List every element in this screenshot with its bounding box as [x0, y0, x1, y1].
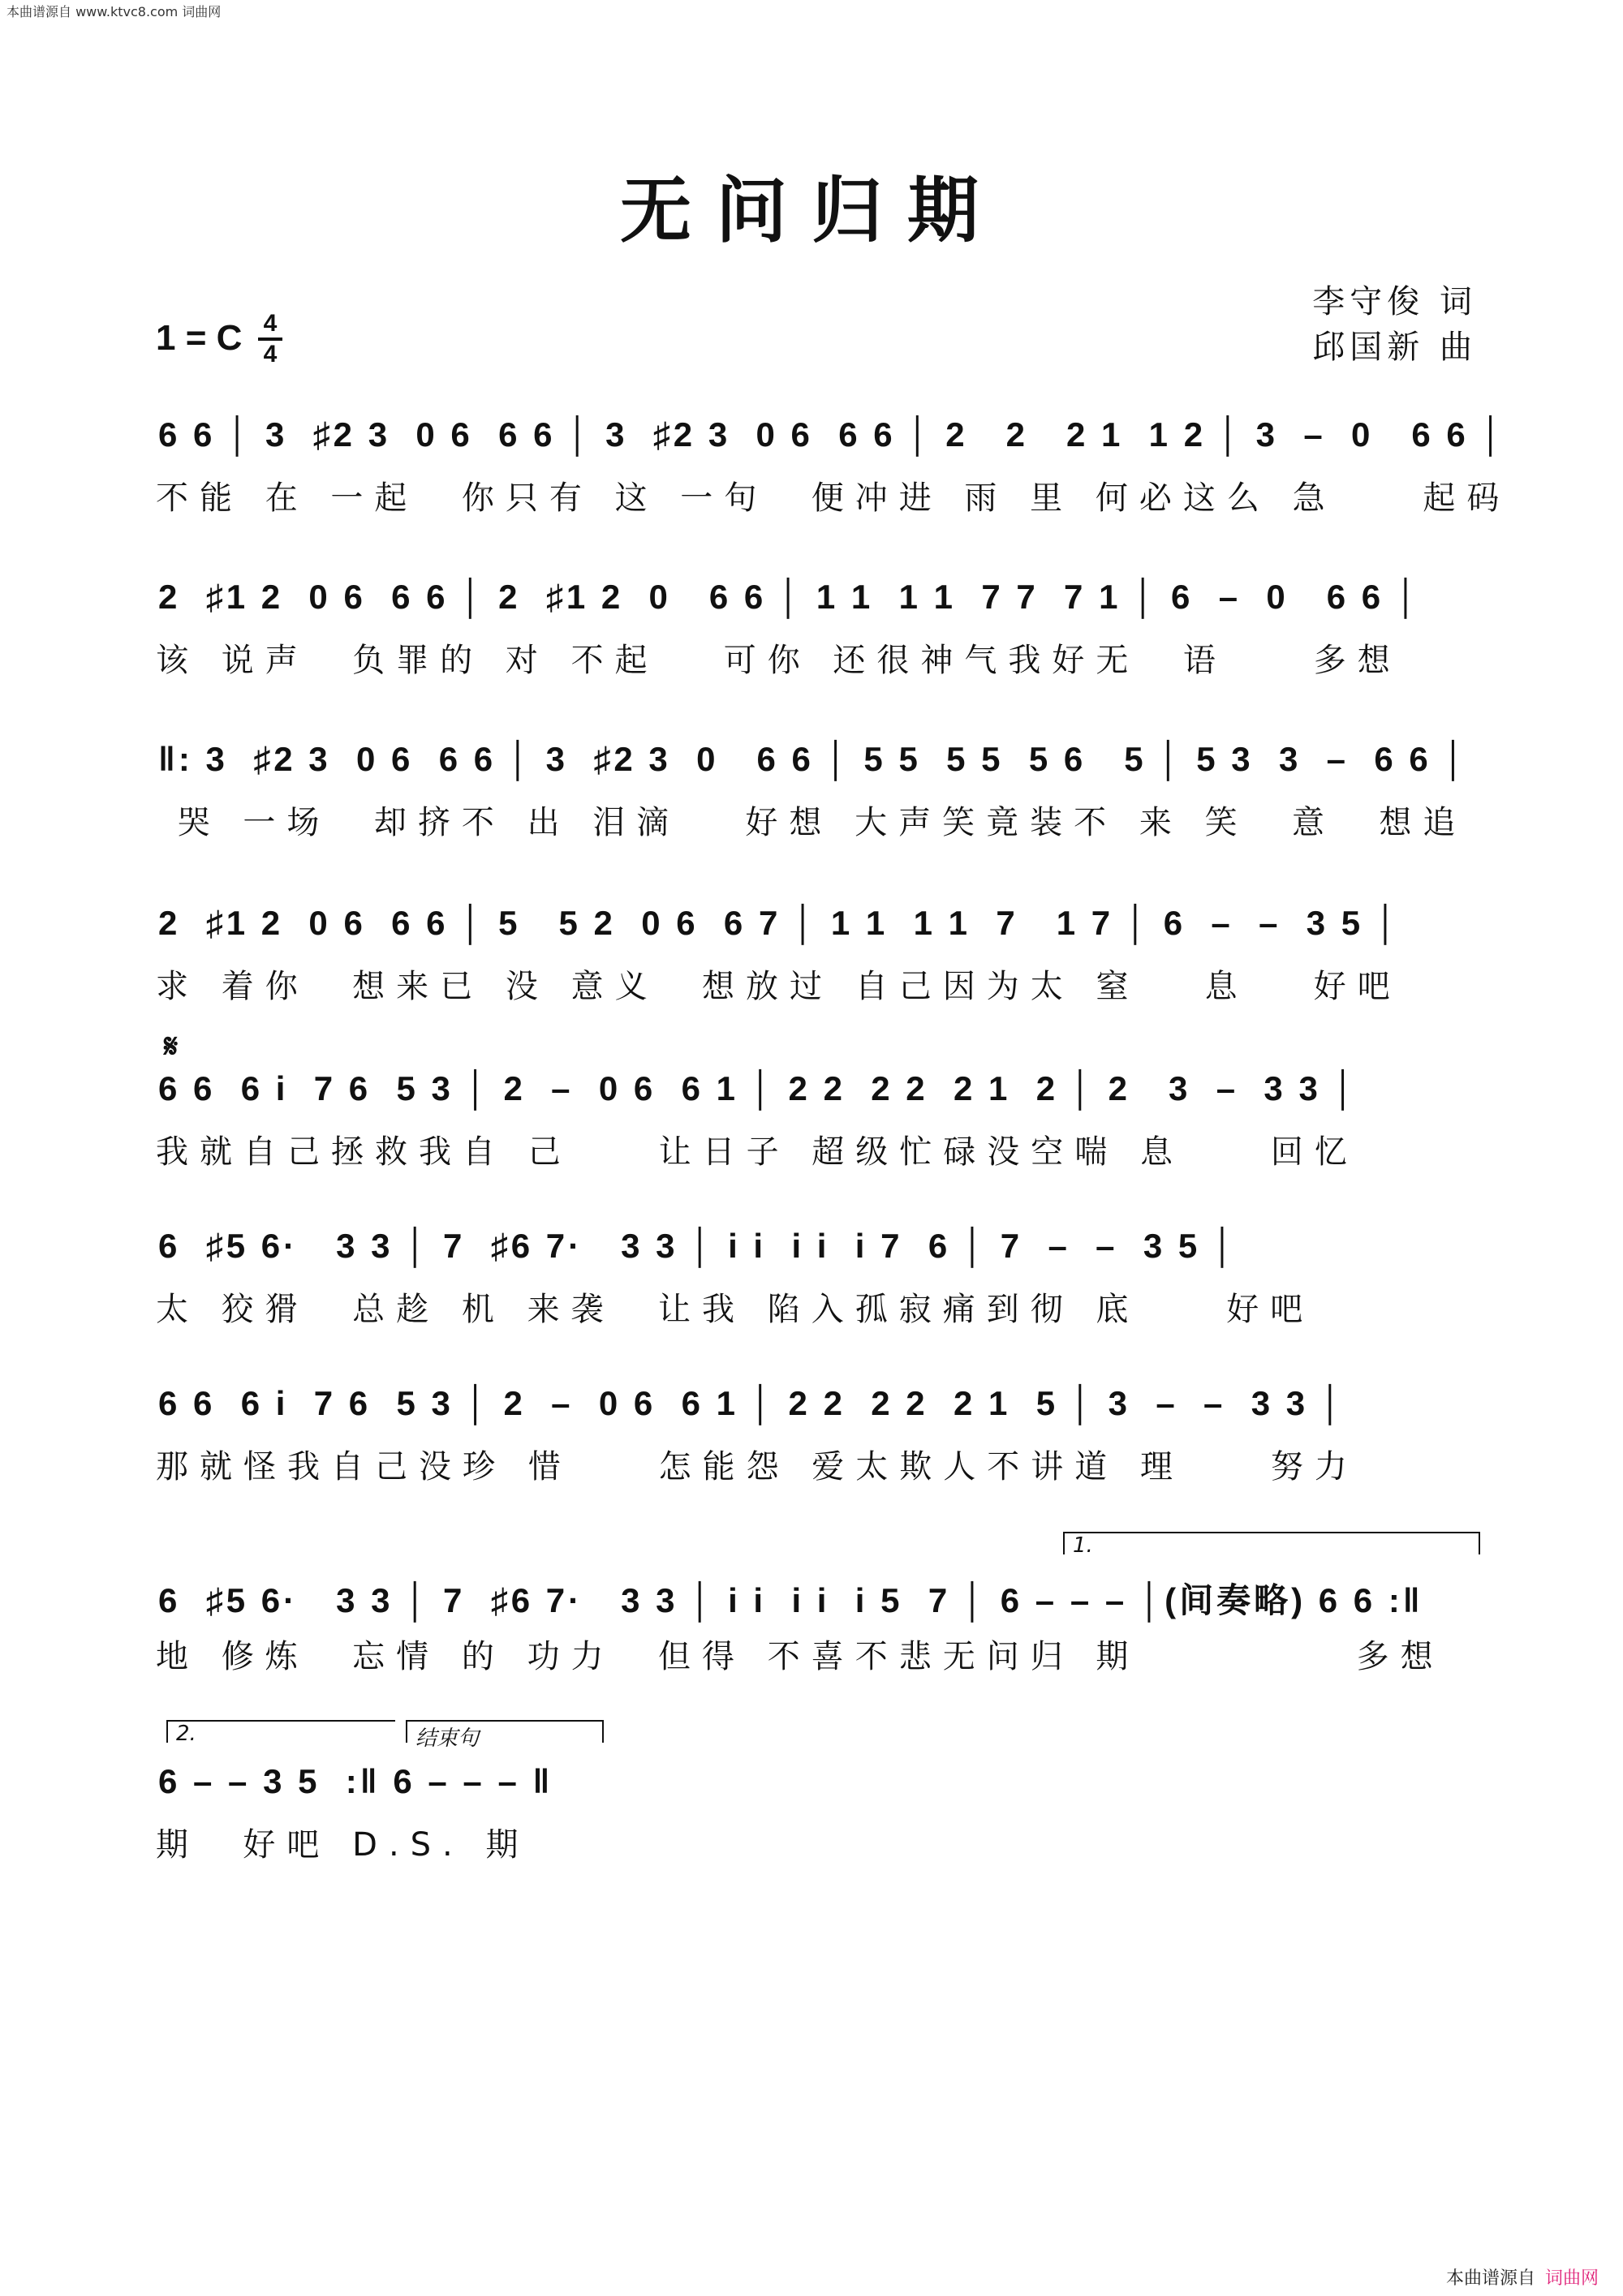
lyrics-line-5: 我就自己拯救我自 己 让日子 超级忙碌没空喘 息 回忆 — [156, 1133, 1358, 1171]
volta-2-bracket — [166, 1720, 395, 1746]
lyrics-line-8: 地 修炼 忘情 的 功力 但得 不喜不悲无问归 期 多想 — [156, 1638, 1444, 1675]
notes-line-6: 6 ♯5 6· 3 3 │ 7 ♯6 7· 3 3 │ i i i i i 7 6 │ 7 – – 3 5 │ — [158, 1227, 1238, 1265]
lyrics-line-7: 那就怪我自己没珍 惜 怎能怨 爱太欺人不讲道 理 努力 — [156, 1448, 1358, 1486]
song-title: 无问归期 — [619, 169, 1003, 252]
notes-line-1: 6 6 │ 3 ♯2 3 0 6 6 6 │ 3 ♯2 3 0 6 6 6 │ 2 2 2 1 1 2 │ 3 – 0 6 6 │ — [158, 415, 1506, 454]
meter-top: 4 — [263, 310, 278, 337]
notes-line-3: ‖: 3 ♯2 3 0 6 6 6 │ 3 ♯2 3 0 6 6 │ 5 5 5 5 5 6 5 │ 5 3 3 – 6 6 │ — [158, 740, 1469, 778]
key-signature: 1 = C — [156, 318, 243, 358]
notes-line-9: 6 – – 3 5 :‖ 6 – – – ‖ — [158, 1762, 553, 1800]
volta-1-bracket — [1063, 1532, 1480, 1558]
meter-bottom: 4 — [263, 341, 278, 368]
volta-2-label: 2. — [176, 1722, 196, 1746]
volta-1-label: 1. — [1073, 1533, 1093, 1558]
notes-line-8: 6 ♯5 6· 3 3 │ 7 ♯6 7· 3 3 │ i i i i i 5 7 │ 6 – – – │(间奏略) 6 6 :‖ — [158, 1581, 1423, 1619]
lyrics-line-1: 不能 在 一起 你只有 这 一句 便冲进 雨 里 何必这么 急 起码 — [156, 479, 1511, 517]
segno-sign: 𝄋 — [164, 1027, 179, 1065]
bottom-watermark-site: 词曲网 — [1544, 2268, 1599, 2289]
notes-line-2: 2 ♯1 2 0 6 6 6 │ 2 ♯1 2 0 6 6 │ 1 1 1 1 7 7 7 1 │ 6 – 0 6 6 │ — [158, 578, 1422, 616]
coda-label: 结束句 — [415, 1726, 480, 1751]
composer-credit: 邱国新 曲 — [1312, 329, 1477, 366]
lyrics-line-6: 太 狡猾 总趁 机 来袭 让我 陷入孤寂痛到彻 底 好吧 — [156, 1291, 1315, 1328]
notes-line-7: 6 6 6 i 7 6 5 3 │ 2 – 0 6 6 1 │ 2 2 2 2 2 1 5 │ 3 – – 3 3 │ — [158, 1384, 1346, 1422]
coda-bracket — [406, 1720, 604, 1751]
time-signature — [258, 312, 282, 367]
notes-line-5: 6 6 6 i 7 6 5 3 │ 2 – 0 6 6 1 │ 2 2 2 2 2 1 2 │ 2 3 – 3 3 │ — [158, 1069, 1358, 1107]
lyrics-line-4: 求 着你 想来已 没 意义 想放过 自己因为太 窒 息 好吧 — [156, 968, 1401, 1005]
lyrics-line-2: 该 说声 负罪的 对 不起 可你 还很神气我好无 语 多想 — [156, 642, 1401, 679]
lyrics-line-3: 哭 一场 却挤不 出 泪滴 好想 大声笑竟装不 来 笑 意 想追 — [156, 804, 1467, 841]
top-watermark: 本曲谱源自 www.ktvc8.com 词曲网 — [6, 4, 222, 19]
lyricist-credit: 李守俊 词 — [1312, 283, 1477, 320]
bottom-watermark — [1446, 2264, 1599, 2290]
notes-line-4: 2 ♯1 2 0 6 6 6 │ 5 5 2 0 6 6 7 │ 1 1 1 1 7 1 7 │ 6 – – 3 5 │ — [158, 904, 1401, 942]
bottom-watermark-source: 本曲谱源自 — [1445, 2268, 1535, 2289]
lyrics-line-9: 期 好吧 D.S. 期 — [156, 1826, 530, 1864]
